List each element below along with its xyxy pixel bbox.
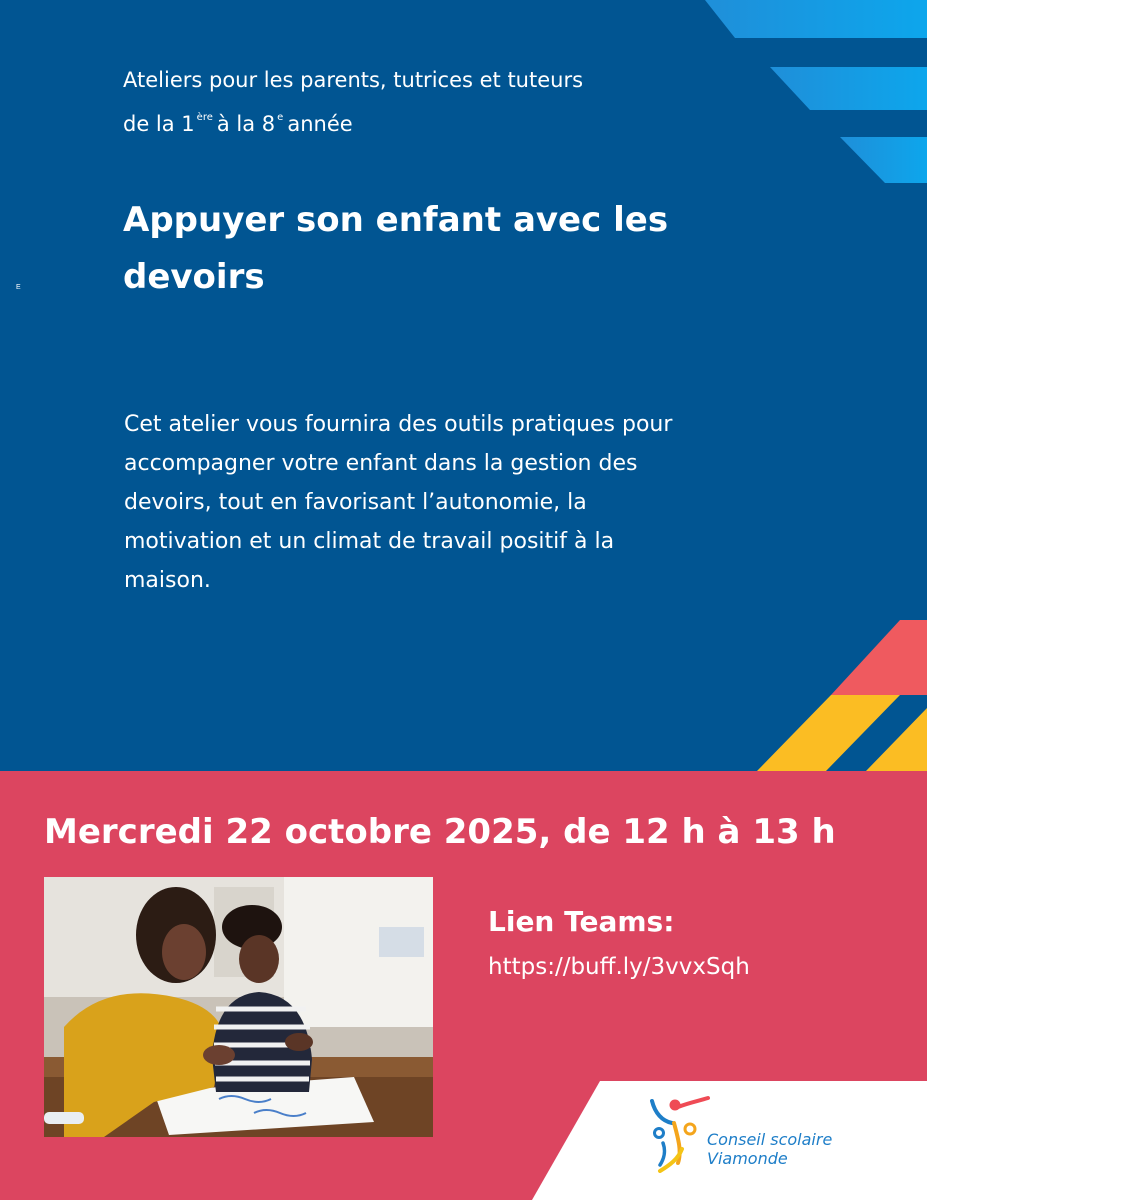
teams-label: Lien Teams: (488, 905, 675, 938)
audience-line-2: de la 1 $^{ère}$ à la 8 $^e$ année (123, 112, 353, 136)
organization-name-line-2: Viamonde (707, 1149, 788, 1168)
stray-mark: E (16, 284, 21, 291)
coral-stripe (831, 620, 927, 695)
audience-text (123, 62, 683, 143)
mother-and-child-photo (44, 877, 433, 1137)
workshop-title: Appuyer son enfant avec les devoirs (123, 200, 669, 297)
teams-link[interactable]: https://buff.ly/3vvxSqh (488, 954, 750, 980)
blue-stripe-1 (705, 0, 927, 38)
workshop-description: Cet atelier vous fournira des outils pratiques pour accompagner votre enfant dans la gestion des devoirs, tout en favorisant l’autonomie, la motivation et un climat de travail positif à la maison. (124, 412, 673, 593)
event-date-time: Mercredi 22 octobre 2025, de 12 h à 13 h (44, 812, 836, 852)
viamonde-logo-icon (648, 1093, 710, 1173)
blue-stripe-2 (770, 67, 927, 110)
organization-name (707, 1130, 907, 1168)
blue-stripe-3 (840, 137, 927, 183)
audience-line-1: Ateliers pour les parents, tutrices et tuteurs (123, 68, 584, 92)
organization-name-line-1: Conseil scolaire (707, 1130, 833, 1149)
